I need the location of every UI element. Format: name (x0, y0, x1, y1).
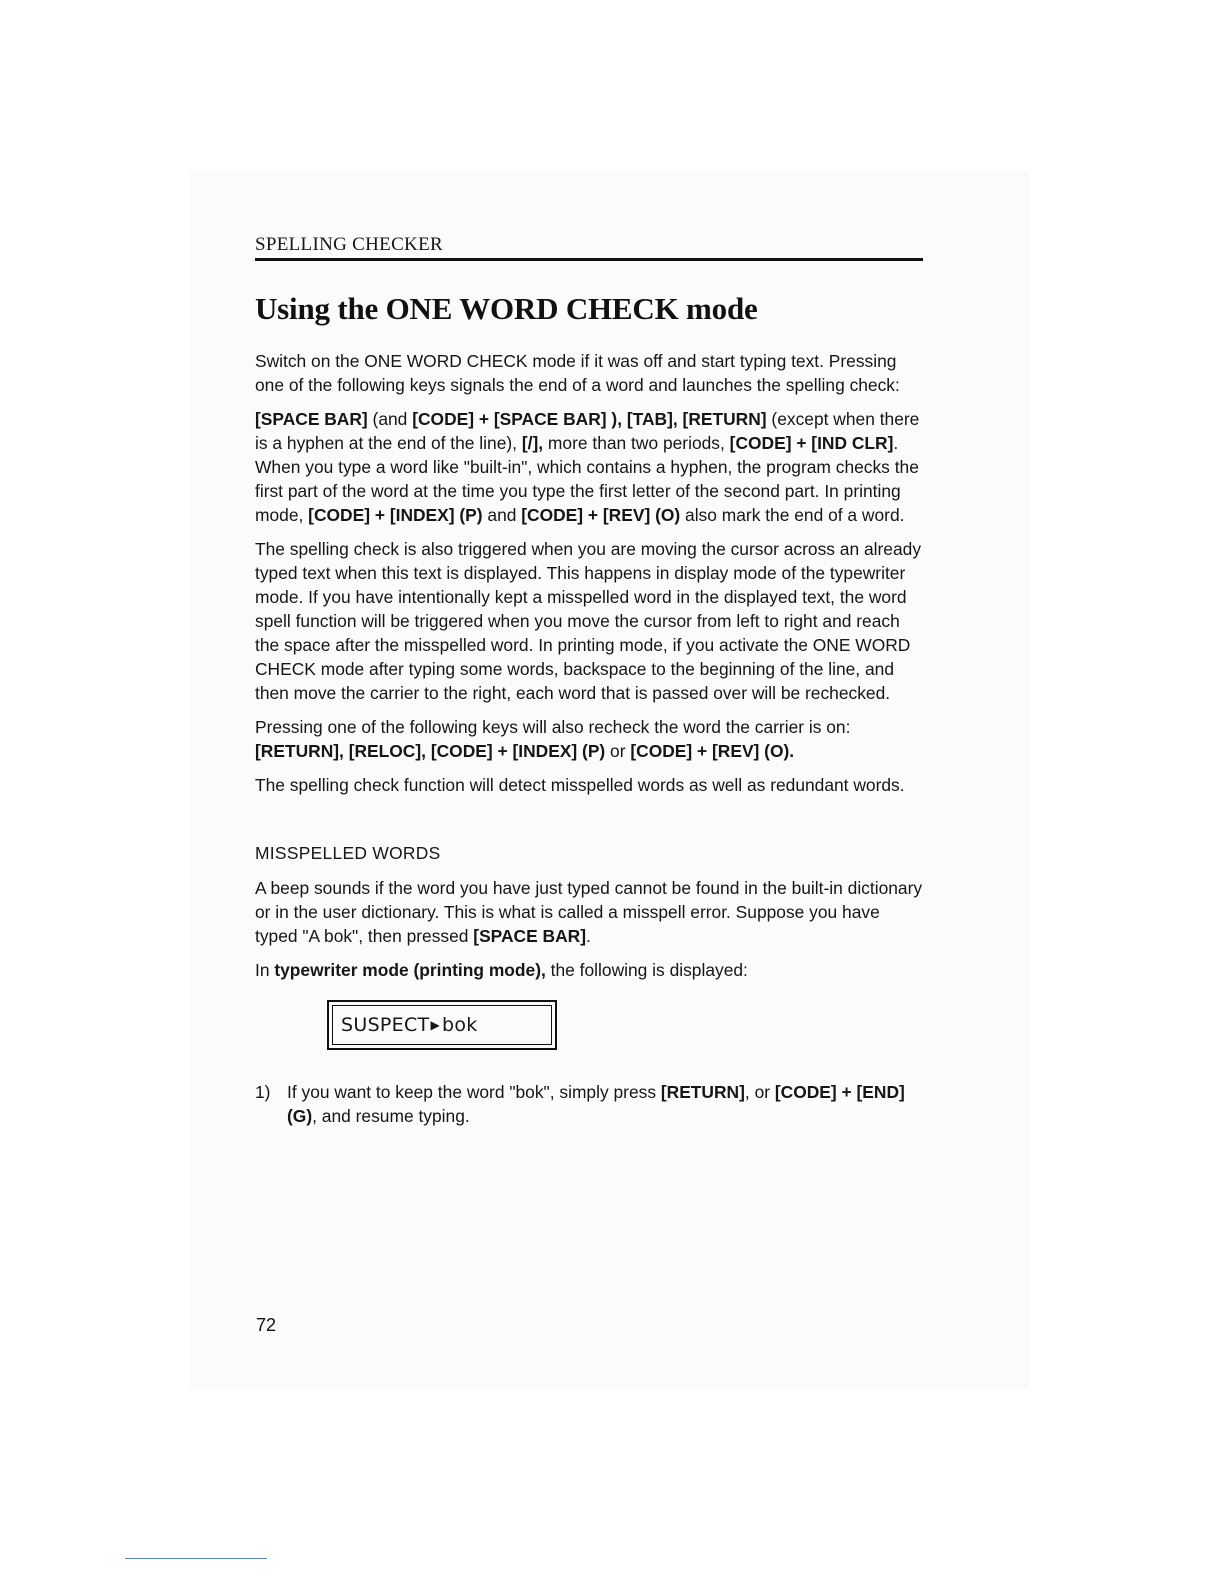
body-text: A beep sounds if the word you have just typed cannot be found in the built-in dictionary or in the user dictionary. This is what is called a misspell error. Suppose you have typed "A bok", then pressed (255, 878, 923, 946)
key-text: [CODE] + [REV] (O) (521, 505, 681, 525)
recheck-paragraph (255, 715, 923, 763)
typewriter-mode-paragraph (255, 958, 923, 982)
lcd-display-screen (332, 1005, 552, 1045)
lcd-display-frame (327, 1000, 557, 1050)
body-text: , or (744, 1082, 775, 1102)
key-text: [/], (521, 433, 544, 453)
body-text: , and resume typing. (312, 1106, 470, 1126)
key-text: [CODE] + [REV] (O). (630, 741, 795, 761)
key-text: typewriter mode (printing mode), (274, 960, 546, 980)
page-number: 72 (256, 1315, 277, 1335)
body-text: If you want to keep the word "bok", simply press (287, 1082, 661, 1102)
arrow-right-icon: ▶ (430, 1018, 440, 1032)
key-text: [CODE] + [SPACE BAR] ), [TAB], [RETURN] (412, 409, 767, 429)
key-text: [RETURN] (660, 1082, 745, 1102)
list-item (255, 1080, 923, 1128)
body-text: Pressing one of the following keys will also recheck the word the carrier is on: (255, 717, 851, 737)
body-text: the following is displayed: (545, 960, 748, 980)
key-text: [SPACE BAR] (255, 409, 368, 429)
display-mode-paragraph: The spelling check is also triggered when you are moving the cursor across an already typed text when this text is displayed. This happens in display mode of the typewriter mode. If you have intentionally kept a misspelled word in the displayed text, the word spell function will be triggered when you move the cursor from left to right and reach the space after the misspelled word. In printing mode, if you activate the ONE WORD CHECK mode after typing some words, backspace to the beginning of the line, and then move the carrier to the right, each word that is passed over will be rechecked. (255, 539, 922, 703)
footer-rule (125, 1558, 267, 1559)
key-text: [CODE] + [IND CLR] (729, 433, 894, 453)
key-text: [RETURN], [RELOC], [CODE] + [INDEX] (P) (255, 741, 606, 761)
display-illustration (327, 1000, 923, 1050)
section-subheading: MISSPELLED WORDS (255, 843, 441, 863)
body-text: and (482, 505, 522, 525)
running-header: SPELLING CHECKER (255, 234, 923, 261)
display-label: SUSPECT (341, 1014, 430, 1036)
key-text: [CODE] + [INDEX] (P) (308, 505, 483, 525)
body-text: also mark the end of a word. (680, 505, 905, 525)
display-word: bok (442, 1014, 478, 1036)
key-text: [SPACE BAR] (473, 926, 586, 946)
body-text: In (255, 960, 275, 980)
body-text: or (605, 741, 631, 761)
page-content (255, 234, 923, 1128)
body-text: . When you type a word like "built-in", which contains a hyphen, the program checks the first part of the word at the time you type the first letter of the second part. In printing mode, (255, 433, 919, 525)
list-number: 1) (255, 1082, 271, 1102)
page-title: Using the ONE WORD CHECK mode (255, 291, 758, 326)
intro-paragraph: Switch on the ONE WORD CHECK mode if it was off and start typing text. Pressing one of the following keys signals the end of a word and launches the spelling check: (255, 351, 900, 395)
body-text: (except when there is a hyphen at the end of the line), (255, 409, 920, 453)
key-text: [CODE] + [END] (G) (287, 1082, 905, 1126)
body-text: more than two periods, (543, 433, 730, 453)
keys-paragraph (255, 407, 923, 527)
body-text: (and (367, 409, 413, 429)
body-text: . (586, 926, 591, 946)
beep-paragraph (255, 876, 923, 948)
redundant-paragraph: The spelling check function will detect misspelled words as well as redundant words. (255, 775, 905, 795)
list-text (287, 1080, 923, 1128)
